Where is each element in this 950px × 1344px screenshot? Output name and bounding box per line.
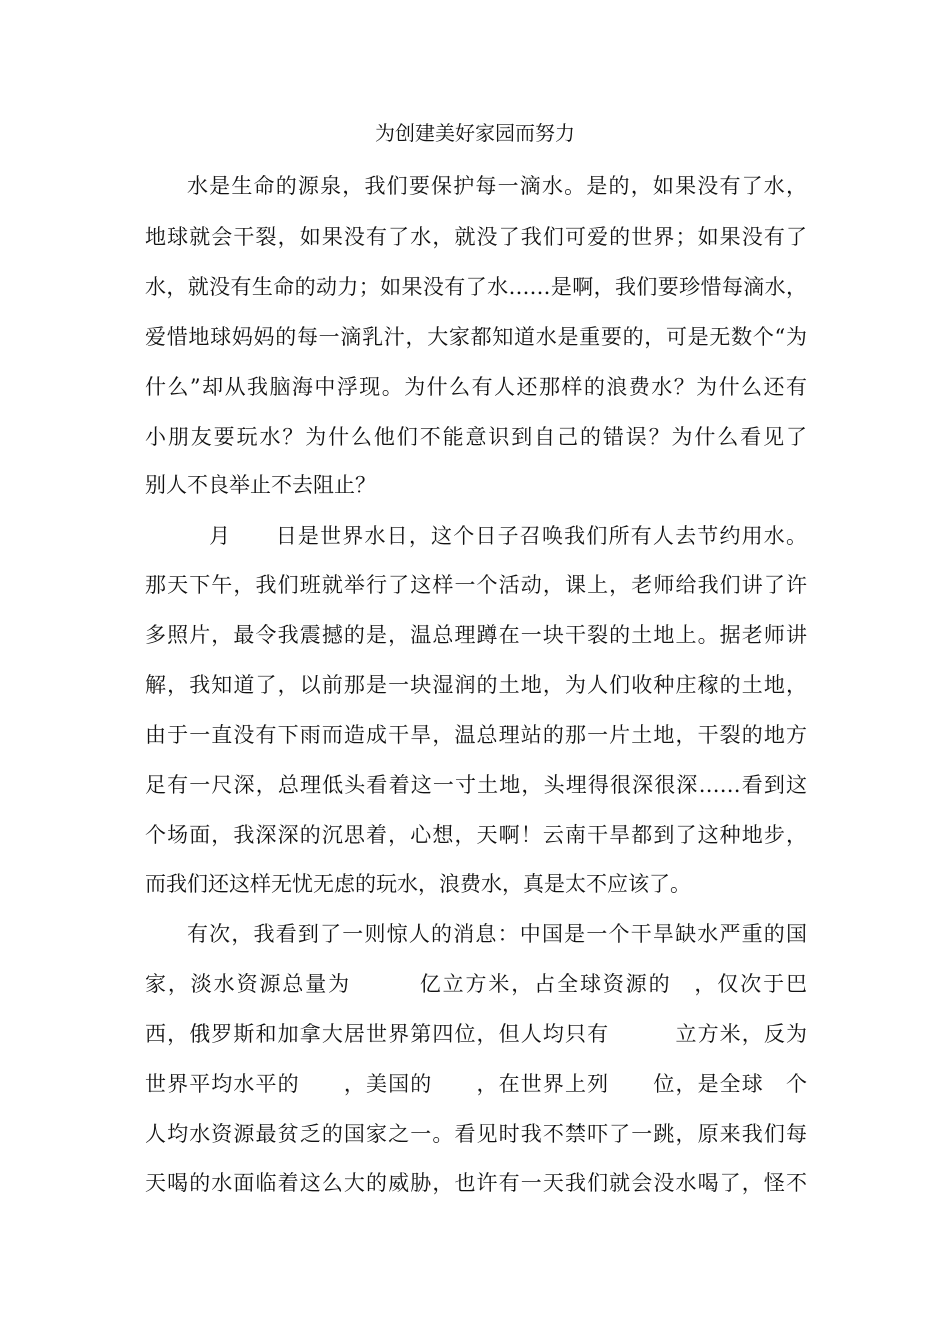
paragraph-line: 月 日是世界水日，这个日子召唤我们所有人去节约用水。 xyxy=(187,524,807,548)
paragraph-line: 由于一直没有下雨而造成干旱，温总理站的那一片土地，干裂的地方 xyxy=(145,723,807,747)
paragraph-line: 地球就会干裂，如果没有了水，就没了我们可爱的世界；如果没有了 xyxy=(145,225,807,249)
paragraph-line: 水是生命的源泉，我们要保护每一滴水。是的，如果没有了水， xyxy=(187,174,807,198)
paragraph-line: 天喝的水面临着这么大的威胁，也许有一天我们就会没水喝了，怪不 xyxy=(145,1171,807,1195)
document-title: 为创建美好家园而努力 xyxy=(375,121,575,145)
paragraph-line: 多照片，最令我震撼的是，温总理蹲在一块干裂的土地上。据老师讲 xyxy=(145,623,807,647)
paragraph-line: 水，就没有生命的动力；如果没有了水……是啊，我们要珍惜每滴水， xyxy=(145,275,807,299)
paragraph-line: 足有一尺深，总理低头看着这一寸土地，头埋得很深很深……看到这 xyxy=(145,773,807,797)
paragraph-line: 别人不良举止不去阻止？ xyxy=(145,473,376,497)
paragraph-line: 解，我知道了，以前那是一块湿润的土地，为人们收种庄稼的土地， xyxy=(145,673,807,697)
paragraph-line: 西，俄罗斯和加拿大居世界第四位，但人均只有 立方米，反为 xyxy=(145,1022,807,1046)
paragraph-line: 小朋友要玩水？为什么他们不能意识到自己的错误？为什么看见了 xyxy=(145,425,807,449)
paragraph-line: 世界平均水平的 ，美国的 ，在世界上列 位，是全球 个 xyxy=(145,1072,807,1096)
paragraph-line: 家，淡水资源总量为 亿立方米，占全球资源的 ，仅次于巴 xyxy=(145,972,807,996)
paragraph-line: 什么”却从我脑海中浮现。为什么有人还那样的浪费水？为什么还有 xyxy=(145,375,807,399)
paragraph-line: 个场面，我深深的沉思着，心想，天啊！云南干旱都到了这种地步， xyxy=(145,823,807,847)
paragraph-line: 那天下午，我们班就举行了这样一个活动，课上，老师给我们讲了许 xyxy=(145,573,807,597)
paragraph-line: 爱惜地球妈妈的每一滴乳汁，大家都知道水是重要的，可是无数个“为 xyxy=(145,325,807,349)
paragraph-line: 有次，我看到了一则惊人的消息：中国是一个干旱缺水严重的国 xyxy=(187,922,807,946)
paragraph-line: 而我们还这样无忧无虑的玩水，浪费水，真是太不应该了。 xyxy=(145,872,691,896)
paragraph-line: 人均水资源最贫乏的国家之一。看见时我不禁吓了一跳，原来我们每 xyxy=(145,1122,807,1146)
